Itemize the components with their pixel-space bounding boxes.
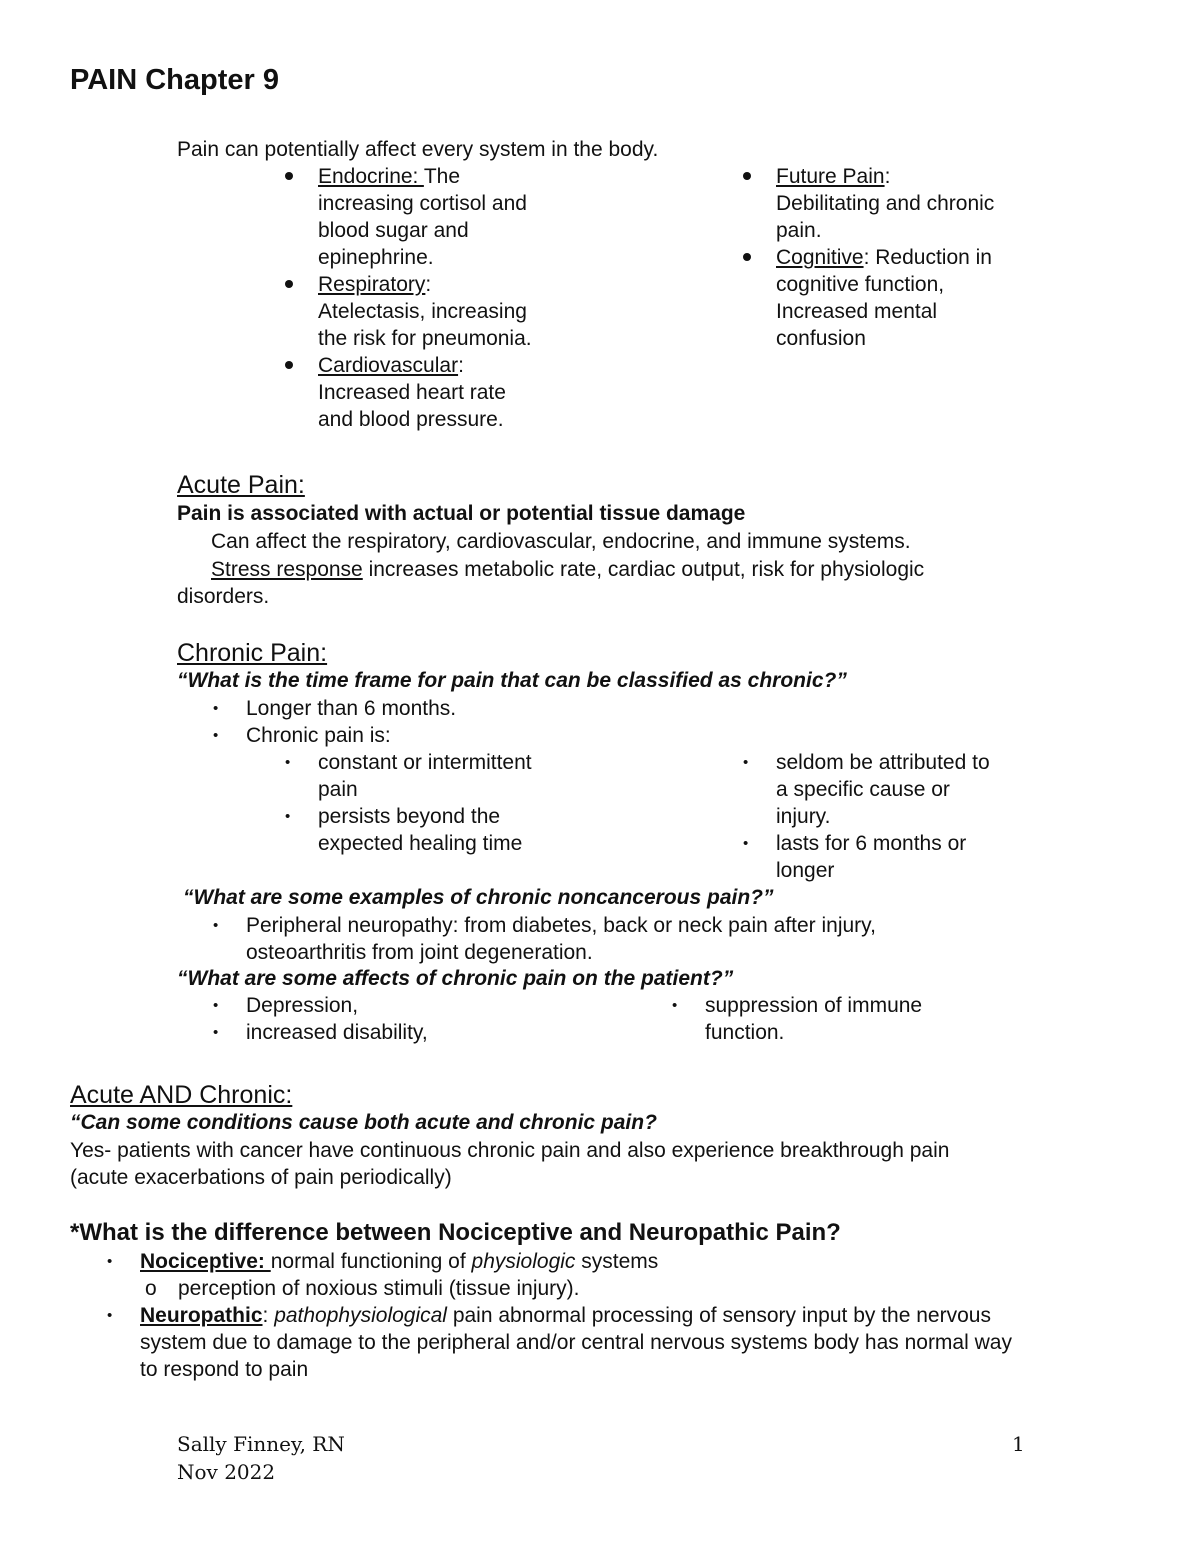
both-answer-line2: (acute exacerbations of pain periodically) bbox=[70, 1166, 452, 1189]
footer-date: Nov 2022 bbox=[177, 1460, 276, 1484]
difference-heading: *What is the difference between Nociceptive and Neuropathic Pain? bbox=[70, 1219, 841, 1246]
list-item: • lasts for 6 months or longer bbox=[743, 832, 967, 882]
bullet-icon: • bbox=[213, 1024, 219, 1041]
list-item: • suppression of immune function. bbox=[672, 994, 923, 1044]
bullet-icon bbox=[285, 361, 293, 369]
list-item: Cardiovascular: Increased heart rate and blood pressure. bbox=[285, 352, 615, 433]
systems-left-list bbox=[285, 163, 615, 433]
both-heading: Acute AND Chronic: bbox=[70, 1081, 293, 1109]
chronic-bullets bbox=[211, 695, 811, 749]
list-item: • constant or intermittent pain bbox=[285, 751, 532, 801]
bullet-icon: • bbox=[672, 997, 678, 1014]
both-question: “Can some conditions cause both acute and chronic pain? bbox=[70, 1111, 657, 1134]
list-item: Endocrine: The increasing cortisol and blood sugar and epinephrine. bbox=[285, 163, 615, 271]
list-item-nociceptive-sub: o perception of noxious stimuli (tissue injury). bbox=[145, 1277, 580, 1300]
bullet-icon: • bbox=[285, 754, 291, 771]
bullet-icon bbox=[285, 172, 293, 180]
list-item: • seldom be attributed to a specific cause or injury. bbox=[743, 751, 990, 828]
bullet-icon: • bbox=[107, 1253, 113, 1270]
list-item: • Depression, bbox=[213, 994, 359, 1017]
bullet-icon: • bbox=[213, 997, 219, 1014]
bullet-icon bbox=[743, 172, 751, 180]
acute-stress-wrap: disorders. bbox=[177, 585, 270, 608]
chronic-effects-right bbox=[670, 992, 1030, 1046]
bullet-icon: • bbox=[213, 917, 219, 934]
acute-heading: Acute Pain: bbox=[177, 471, 305, 499]
bullet-icon: • bbox=[743, 835, 749, 852]
chronic-question-timeframe: “What is the time frame for pain that can be classified as chronic?” bbox=[177, 669, 847, 692]
list-item: • persists beyond the expected healing time bbox=[285, 805, 523, 855]
list-item: • increased disability, bbox=[213, 1021, 428, 1044]
bullet-icon: • bbox=[285, 808, 291, 825]
intro-text: Pain can potentially affect every system in the body. bbox=[177, 138, 659, 161]
list-item-neuropathic: • Neuropathic: pathophysiological pain abnormal processing of sensory input by the nervous system due to damage to the peripheral and/or central nervous systems body has normal way to respond to pain bbox=[107, 1304, 1012, 1381]
chronic-sub-left bbox=[283, 749, 613, 857]
bullet-icon: • bbox=[213, 700, 219, 717]
acute-definition: Pain is associated with actual or potential tissue damage bbox=[177, 502, 746, 525]
list-item: • Chronic pain is: bbox=[213, 724, 391, 747]
chronic-question-examples: “What are some examples of chronic noncancerous pain?” bbox=[183, 886, 774, 909]
list-item: Future Pain: Debilitating and chronic pain. bbox=[743, 163, 1073, 244]
circle-bullet-icon: o bbox=[145, 1277, 157, 1300]
both-answer-line1: Yes- patients with cancer have continuous chronic pain and also experience breakthrough pain bbox=[70, 1139, 950, 1162]
chronic-effects-left bbox=[211, 992, 631, 1046]
bullet-icon bbox=[743, 253, 751, 261]
page-title: PAIN Chapter 9 bbox=[70, 64, 279, 96]
acute-systems-text: Can affect the respiratory, cardiovascular, endocrine, and immune systems. bbox=[211, 530, 911, 553]
page-number: 1 bbox=[1012, 1432, 1025, 1456]
systems-right-list bbox=[743, 163, 1073, 352]
chronic-question-effects: “What are some affects of chronic pain on the patient?” bbox=[177, 967, 734, 990]
chronic-heading: Chronic Pain: bbox=[177, 639, 328, 667]
chronic-examples bbox=[211, 912, 1111, 966]
bullet-icon: • bbox=[107, 1307, 113, 1324]
chronic-sub-right bbox=[741, 749, 1071, 884]
difference-list bbox=[105, 1248, 1165, 1383]
list-item-nociceptive: • Nociceptive: normal functioning of physiologic systems bbox=[107, 1250, 659, 1273]
bullet-icon: • bbox=[213, 727, 219, 744]
bullet-icon: • bbox=[743, 754, 749, 771]
list-item: Respiratory: Atelectasis, increasing the risk for pneumonia. bbox=[285, 271, 615, 352]
list-item: • Peripheral neuropathy: from diabetes, back or neck pain after injury, osteoarthritis from joint degeneration. bbox=[213, 914, 876, 964]
bullet-icon bbox=[285, 280, 293, 288]
list-item: • Longer than 6 months. bbox=[213, 697, 457, 720]
acute-stress-text: Stress response increases metabolic rate, cardiac output, risk for physiologic bbox=[211, 558, 925, 581]
list-item: Cognitive: Reduction in cognitive function, Increased mental confusion bbox=[743, 244, 1073, 352]
footer-author: Sally Finney, RN bbox=[177, 1432, 345, 1456]
